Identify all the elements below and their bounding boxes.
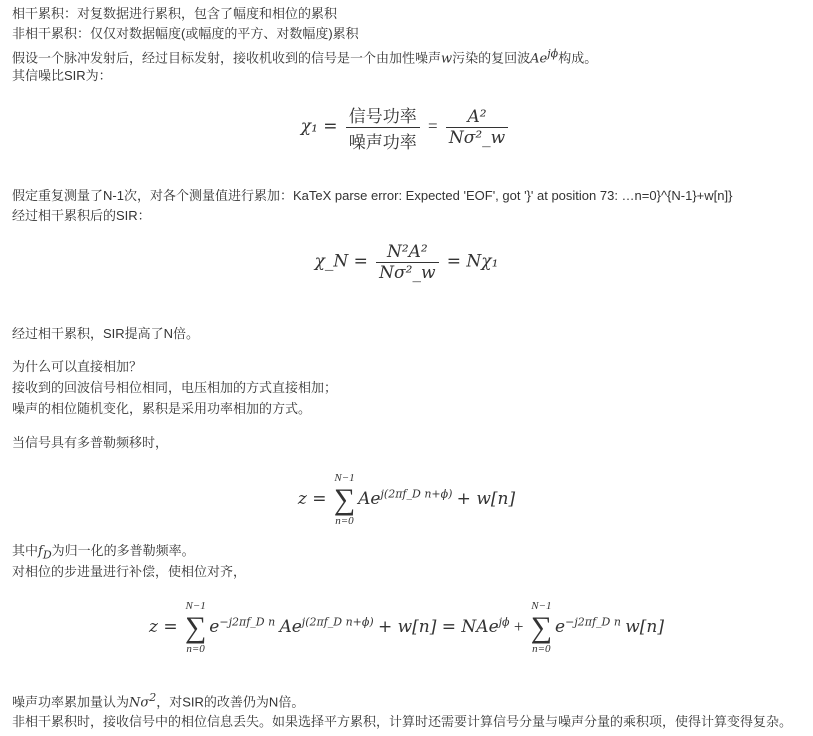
lower: n=0 <box>186 643 205 655</box>
t: 为归一化的多普勒频率。 <box>51 543 195 558</box>
t: 噪声功率累加量认为 <box>12 694 130 710</box>
math-sup: 2 <box>149 691 157 704</box>
exp: j(2πf_D n+ϕ) <box>380 487 453 501</box>
eq-rhs: = Nχ₁ <box>446 251 499 272</box>
sigma-icon: ∑ <box>530 611 553 644</box>
text-line: 对相位的步进量进行补偿，使相位对齐， <box>12 564 247 579</box>
upper: N−1 <box>334 472 355 484</box>
text-line <box>12 689 304 712</box>
text-line: 当信号具有多普勒频移时， <box>12 435 169 450</box>
exp: −j2πf_D n <box>565 615 621 629</box>
text-line: 噪声的相位随机变化，累积是采用功率相加的方式。 <box>12 401 312 416</box>
text-line <box>12 187 732 205</box>
t: e <box>555 616 566 637</box>
t: 污染的复回波 <box>452 50 531 66</box>
equation-sir <box>0 102 813 153</box>
summation <box>334 472 355 528</box>
upper: N−1 <box>531 600 552 612</box>
sigma-icon: ∑ <box>184 611 207 644</box>
fraction <box>446 107 508 148</box>
math-ae: Ae <box>530 51 548 67</box>
t: + w[n] = NAe <box>377 616 499 637</box>
t: Ae <box>279 616 302 637</box>
exp: −j2πf_D n <box>219 615 276 629</box>
eq-lhs: χ₁ = <box>300 116 338 137</box>
t: + <box>513 616 524 636</box>
text-line: 其信噪比SIR为： <box>12 68 112 83</box>
lower: n=0 <box>532 643 551 655</box>
math-sub: D <box>42 548 52 562</box>
t: w[n] <box>625 616 664 637</box>
fraction <box>376 242 438 283</box>
summation <box>531 600 552 656</box>
t: ，对SIR的改善仍为N倍。 <box>156 694 305 710</box>
sigma-icon: ∑ <box>333 483 356 516</box>
text-line: 非相干累积时，接收信号中的相位信息丢失。如果选择平方累积，计算时还需要计算信号分量与噪声分量的乘积项，使得计算变得复杂。 <box>12 714 793 729</box>
text-line: 非相干累积：仅仅对数据幅度(或幅度的平方、对数幅度)累积 <box>12 26 359 41</box>
text-line <box>12 542 195 565</box>
math-w: w <box>441 51 453 67</box>
exp: jϕ <box>498 615 510 629</box>
t: 构成。 <box>558 50 598 66</box>
t: 假设一个脉冲发射后，经过目标发射，接收机收到的信号是一个由加性噪声 <box>12 50 442 66</box>
text-line <box>12 45 597 68</box>
num: N²A² <box>376 242 438 263</box>
eq-lhs: χ_N = <box>314 251 368 272</box>
num: A² <box>446 107 508 128</box>
text-line: 相干累积：对复数据进行累积，包含了幅度和相位的累积 <box>12 6 338 21</box>
t: 其中 <box>12 543 39 558</box>
t: 假定重复测量了N-1次，对各个测量值进行累加： <box>12 188 293 203</box>
lower: n=0 <box>335 515 354 527</box>
t: Ae <box>358 488 381 509</box>
t: e <box>209 616 220 637</box>
den: Nσ²_w <box>379 263 436 283</box>
den: 噪声功率 <box>348 133 417 152</box>
text-line: 经过相干累积后的SIR： <box>12 208 151 223</box>
math-exp: jϕ <box>547 47 559 60</box>
text-line: 接收到的回波信号相位相同，电压相加的方式直接相加； <box>12 380 338 395</box>
exp: j(2πf_D n+ϕ) <box>301 615 374 629</box>
equation-compensation <box>0 600 813 656</box>
upper: N−1 <box>185 600 206 612</box>
den: Nσ²_w <box>448 128 506 148</box>
text-line: 经过相干累积，SIR提高了N倍。 <box>12 326 200 341</box>
eq-sign: = <box>428 116 438 136</box>
eq-lhs: z = <box>297 488 327 509</box>
text-line: 为什么可以直接相加？ <box>12 359 143 374</box>
equation-doppler <box>0 472 813 528</box>
summation <box>185 600 206 656</box>
num: 信号功率 <box>346 102 420 128</box>
eq-lhs: z = <box>149 616 178 637</box>
fraction <box>346 102 420 153</box>
t: + w[n] <box>456 488 516 509</box>
math-nsigma: Nσ <box>129 695 150 711</box>
katex-error: KaTeX parse error: Expected 'EOF', got '}' at position 73: …n=0}^{N-1}+w[n]} <box>292 188 733 203</box>
equation-sir-n <box>0 242 813 283</box>
math-f: f <box>38 544 43 559</box>
